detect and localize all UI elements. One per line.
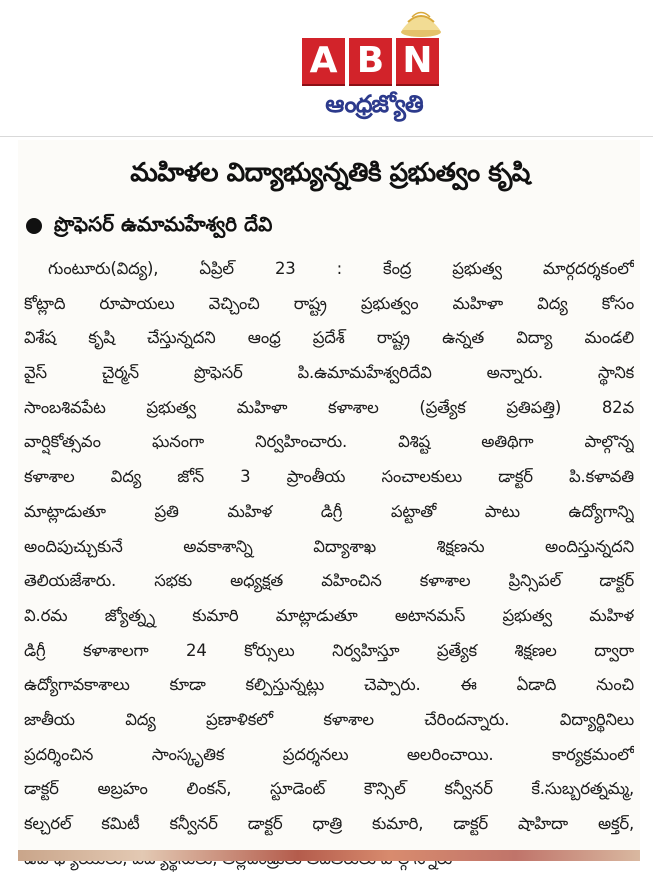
logo-subtitle: ఆంధ్రజ్యోతి — [325, 90, 423, 118]
body-line: కోట్లాది రూపాయలు వెచ్చించి రాష్ట్ర ప్రభుత్వం మహిళా విద్య కోసం — [24, 293, 634, 313]
body-line: కళాశాల విద్య జోన్ 3 ప్రాంతీయ సంచాలకులు డాక్టర్ పి.కళావతి — [24, 467, 634, 487]
body-line: వైస్ చైర్మన్ ప్రొఫెసర్ పి.ఉమామహేశ్వరిదేవి అన్నారు. స్థానిక — [24, 363, 634, 383]
article-byline — [26, 212, 272, 240]
body-line: ఉద్యోగావకాశాలు కూడా కల్పిస్తున్నట్లు చెప్పారు. ఈ ఏడాది నుంచి — [24, 675, 634, 695]
body-line: వార్షికోత్సవం ఘనంగా నిర్వహించారు. విశిష్ట అతిథిగా పాల్గొన్న — [24, 432, 634, 452]
logo-letter: N — [396, 38, 439, 84]
masthead — [0, 0, 653, 135]
body-line: కల్చరల్ కమిటీ కన్వీనర్ డాక్టర్ ధాత్రి కుమారి, డాక్టర్ షాహిదా అక్తర్, — [24, 814, 634, 833]
logo-letter: B — [349, 38, 392, 84]
photo-strip — [18, 850, 640, 861]
body-line: మాట్లాడుతూ ప్రతి మహిళ డిగ్రీ పట్టాతో పాటు ఉద్యోగాన్ని — [24, 501, 634, 521]
bowl-logo-icon — [398, 8, 444, 38]
body-line: ప్రదర్శించిన సాంస్కృతిక ప్రదర్శనలు అలరించాయి. కార్యక్రమంలో — [24, 744, 634, 764]
bullet-icon — [26, 218, 42, 234]
body-line: విశేష కృషి చేస్తున్నదని ఆంధ్ర ప్రదేశ్ రాష్ట్ర ఉన్నత విద్యా మండలి — [24, 328, 634, 348]
body-line: గుంటూరు(విద్య), ఏప్రిల్ 23 : కేంద్ర ప్రభుత్వ మార్గదర్శకంలో — [48, 259, 634, 278]
body-line: డాక్టర్ అబ్రహం లింకన్, స్టూడెంట్ కౌన్సిల్ కన్వీనర్ కే.సుబ్బరత్నమ్మ, — [24, 779, 634, 799]
article-body — [24, 252, 634, 876]
divider — [0, 136, 653, 137]
logo-letter-boxes — [302, 38, 439, 84]
body-line: తెలియజేశారు. సభకు అధ్యక్షత వహించిన కళాశాల ప్రిన్సిపల్ డాక్టర్ — [24, 571, 634, 591]
logo-letter: A — [302, 38, 345, 84]
abn-logo — [298, 6, 448, 128]
body-line: సాంబశివపేట ప్రభుత్వ మహిళా కళాశాల (ప్రత్యేక ప్రతిపత్తి) 82వ — [24, 397, 634, 417]
body-line: వి.రమ జ్యోత్న్న కుమారి మాట్లాడుతూ అటానమస్ ప్రభుత్వ మహిళ — [24, 605, 634, 625]
body-line: అందిపుచ్చుకునే అవకాశాన్ని విద్యాశాఖ శిక్షణను అందిస్తున్నదని — [24, 536, 634, 556]
body-line: జాతీయ విద్య ప్రణాళికలో కళాశాల చేరిందన్నారు. విద్యార్థినిలు — [24, 709, 634, 729]
byline-text: ప్రొఫెసర్ ఉమామహేశ్వరి దేవి — [54, 211, 273, 236]
body-line: డిగ్రీ కళాశాలగా 24 కోర్సులు నిర్వహిస్తూ ప్రత్యేక శిక్షణల ద్వారా — [24, 640, 634, 660]
article-headline: మహిళల విద్యాభ్యున్నతికి ప్రభుత్వం కృషి — [130, 158, 530, 188]
